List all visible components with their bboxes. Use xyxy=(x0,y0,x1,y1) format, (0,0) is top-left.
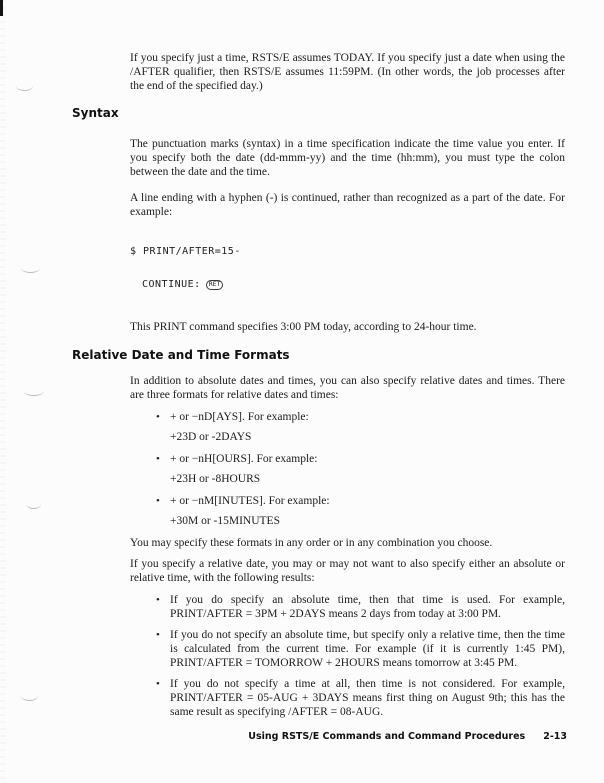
paragraph: If you specify a relative date, you may or may not want to also specify either an absolute or relative time, with the following results: xyxy=(130,558,565,584)
paragraph: In addition to absolute dates and times, you can also specify relative dates and times. There are three formats for relative dates and times: xyxy=(130,375,565,401)
code-line xyxy=(130,279,565,290)
bullet-icon: • xyxy=(156,594,160,606)
bullet-label: + or −nM[INUTES]. For example: xyxy=(170,495,330,507)
bullet-icon: • xyxy=(156,678,160,690)
paragraph: This PRINT command specifies 3:00 PM today, according to 24-hour time. xyxy=(130,321,477,333)
result-bullet-absolute-time xyxy=(130,593,565,621)
bullet-label: + or −nD[AYS]. For example: xyxy=(170,411,309,423)
bullet-example: +23D or -2DAYS xyxy=(170,431,252,443)
scan-corner-artifact xyxy=(0,0,3,16)
code-line: $ PRINT/AFTER=15- xyxy=(130,246,241,257)
intro-paragraph: If you specify just a time, RSTS/E assumes TODAY. If you specify just a date when using the /AFTER qualifier, then RSTS/E assumes 11:59PM. (In other words, the job processes after the end of the specified day.) xyxy=(130,52,565,92)
bullet-icon: • xyxy=(156,495,160,507)
result-bullet-relative-time xyxy=(130,628,565,670)
return-key-icon: RET xyxy=(206,280,224,290)
footer-chapter-title: Using RSTS/E Commands and Command Procedures xyxy=(248,731,526,742)
bullet-example: +23H or -8HOURS xyxy=(170,473,261,485)
margin-mark xyxy=(26,502,41,509)
format-bullet-minutes xyxy=(130,494,565,508)
scan-edge-artifact xyxy=(0,0,6,783)
section-heading-relative-formats: Relative Date and Time Formats xyxy=(72,348,290,362)
paragraph: A line ending with a hyphen (-) is continued, rather than recognized as a part of the date. For example: xyxy=(130,192,565,218)
bullet-text: If you do not specify an absolute time, but specify only a relative time, then the time is calculated from the current time. For example (if it is currently 1:45 PM), PRINT/AFTER = TOMORROW + 2HOURS means tomorrow at 3:45 PM. xyxy=(170,629,565,669)
page-footer xyxy=(248,731,567,742)
code-example xyxy=(130,224,565,312)
page-body xyxy=(72,51,565,719)
margin-mark xyxy=(21,694,38,701)
bullet-text: If you do not specify a time at all, then time is not considered. For example, PRINT/AFTER = 05-AUG + 3DAYS means first thing on August 9th; this has the same result as specifying /AFTER = 08-AUG. xyxy=(170,678,565,718)
format-bullet-hours xyxy=(130,452,565,466)
result-bullet-no-time xyxy=(130,677,565,719)
paragraph: The punctuation marks (syntax) in a time specification indicate the time value you enter. If you specify both the date (dd-mmm-yy) and the time (hh:mm), you must type the colon between the date and the time. xyxy=(130,138,565,178)
bullet-text: If you do specify an absolute time, then that time is used. For example, PRINT/AFTER = 3PM + 2DAYS means 2 days from today at 3:00 PM. xyxy=(170,594,565,620)
format-bullet-days xyxy=(130,410,565,424)
paragraph: You may specify these formats in any order or in any combination you choose. xyxy=(130,537,493,549)
margin-mark xyxy=(24,389,44,396)
bullet-icon: • xyxy=(156,453,160,465)
margin-mark xyxy=(21,266,40,273)
footer-page-number: 2-13 xyxy=(543,731,567,742)
section-heading-syntax: Syntax xyxy=(72,106,119,120)
bullet-icon: • xyxy=(156,411,160,423)
bullet-icon: • xyxy=(156,629,160,641)
bullet-example: +30M or -15MINUTES xyxy=(170,515,280,527)
bullet-label: + or −nH[OURS]. For example: xyxy=(170,453,318,465)
code-text: CONTINUE: xyxy=(142,279,201,290)
margin-mark xyxy=(16,84,33,91)
